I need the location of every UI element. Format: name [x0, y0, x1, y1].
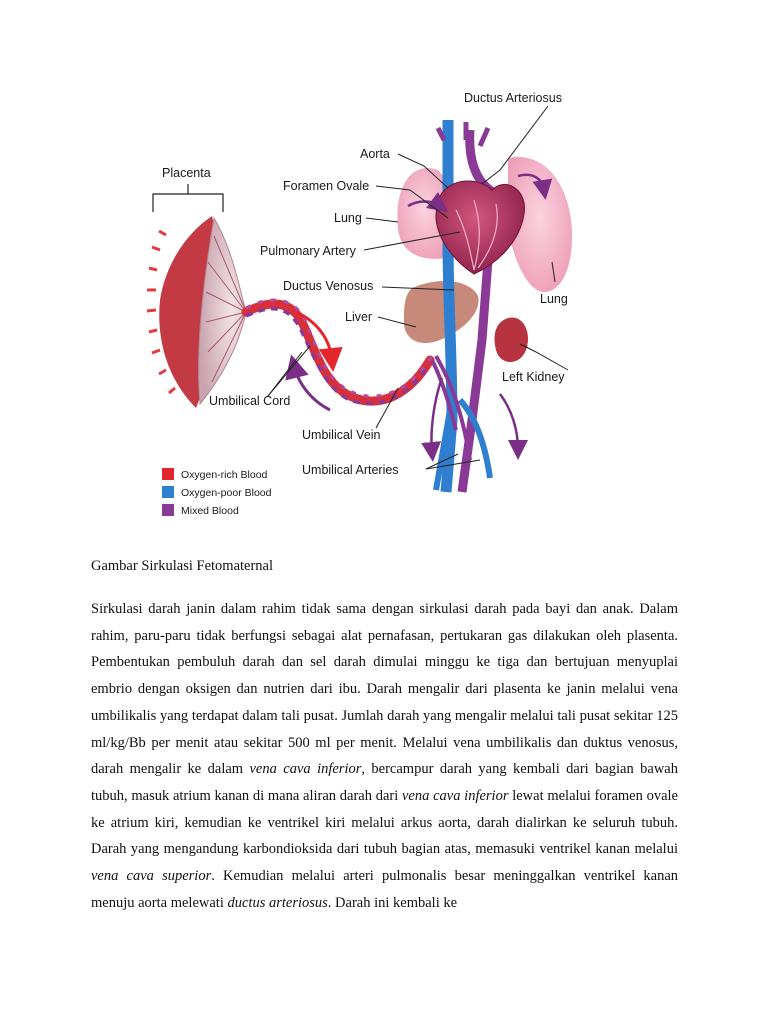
paragraph-segment: , bercampur darah yang kembali dari bagian bawah tubuh, masuk atrium kanan di mana aliran darah dari [91, 761, 678, 804]
label-aorta: Aorta [360, 147, 390, 161]
italic-term: vena cava inferior [401, 787, 509, 804]
italic-term: vena cava inferior [249, 761, 362, 778]
paragraph-segment: lewat melalui foramen ovale ke atrium kiri, kemudian ke ventrikel kiri melalui arkus aorta, darah dialirkan ke seluruh tubuh. Darah yang mengandung karbondioksida dari tubuh bagian atas, memasuki ventrikel kanan melalui [91, 787, 678, 858]
label-liver: Liver [345, 310, 373, 324]
label-ductus-venosus: Ductus Venosus [283, 279, 374, 293]
placenta-illustration [147, 216, 246, 408]
figure-caption: Gambar Sirkulasi Fetomaternal [91, 558, 274, 574]
legend-swatch-oxygen-poor [162, 486, 174, 498]
legend [162, 468, 272, 517]
flow-arrow-leg-left [431, 378, 442, 452]
legend-label-oxygen-rich: Oxygen-rich Blood [181, 469, 268, 481]
liver-organ [404, 281, 479, 343]
legend-label-mixed: Mixed Blood [181, 505, 239, 517]
italic-term: ductus arteriosus [227, 894, 328, 911]
label-foramen-ovale: Foramen Ovale [283, 179, 370, 193]
placenta-bracket [153, 184, 223, 212]
paragraph-segment: . Kemudian melalui arteri pulmonalis besar meninggalkan ventrikel kanan menuju aorta melewati [91, 868, 679, 911]
legend-swatch-mixed [162, 504, 174, 516]
label-umbilical-vein: Umbilical Vein [302, 428, 381, 442]
legend-swatch-oxygen-rich [162, 468, 174, 480]
left-kidney-organ [495, 317, 528, 362]
label-umbilical-arteries: Umbilical Arteries [302, 463, 399, 477]
italic-term: vena cava superior [91, 868, 212, 885]
label-lung-right: Lung [540, 292, 568, 306]
label-ductus-arteriosus: Ductus Arteriosus [464, 91, 562, 105]
paragraph-segment: . Darah ini kembali ke [327, 894, 458, 911]
label-placenta: Placenta [162, 166, 211, 180]
label-umbilical-cord: Umbilical Cord [209, 394, 291, 408]
label-left-kidney: Left Kidney [502, 370, 565, 384]
legend-label-oxygen-poor: Oxygen-poor Blood [181, 487, 272, 499]
paragraph-segment: Sirkulasi darah janin dalam rahim tidak sama dengan sirkulasi darah pada bayi dan anak. Dalam rahim, paru-paru tidak berfungsi sebagai alat pernafasan, pertukaran gas dilakukan oleh plasenta. Pembentukan pembuluh darah dan sel darah dimulai minggu ke tiga dan bertujuan menyuplai embrio dengan oksigen dan nutrien dari ibu. Darah mengalir dari plasenta ke janin melalui vena umbilikalis yang terdapat dalam tali pusat. Jumlah darah yang mengalir melalui tali pusat sekitar 125 ml/kg/Bb per menit atau sekitar 500 ml per menit. Melalui vena umbilikalis dan duktus venosus, darah mengalir ke dalam [91, 601, 678, 778]
label-pulmonary-artery: Pulmonary Artery [260, 244, 356, 258]
body-paragraph [91, 596, 678, 916]
flow-arrow-leg-right [500, 394, 518, 450]
label-lung-left: Lung [334, 211, 362, 225]
